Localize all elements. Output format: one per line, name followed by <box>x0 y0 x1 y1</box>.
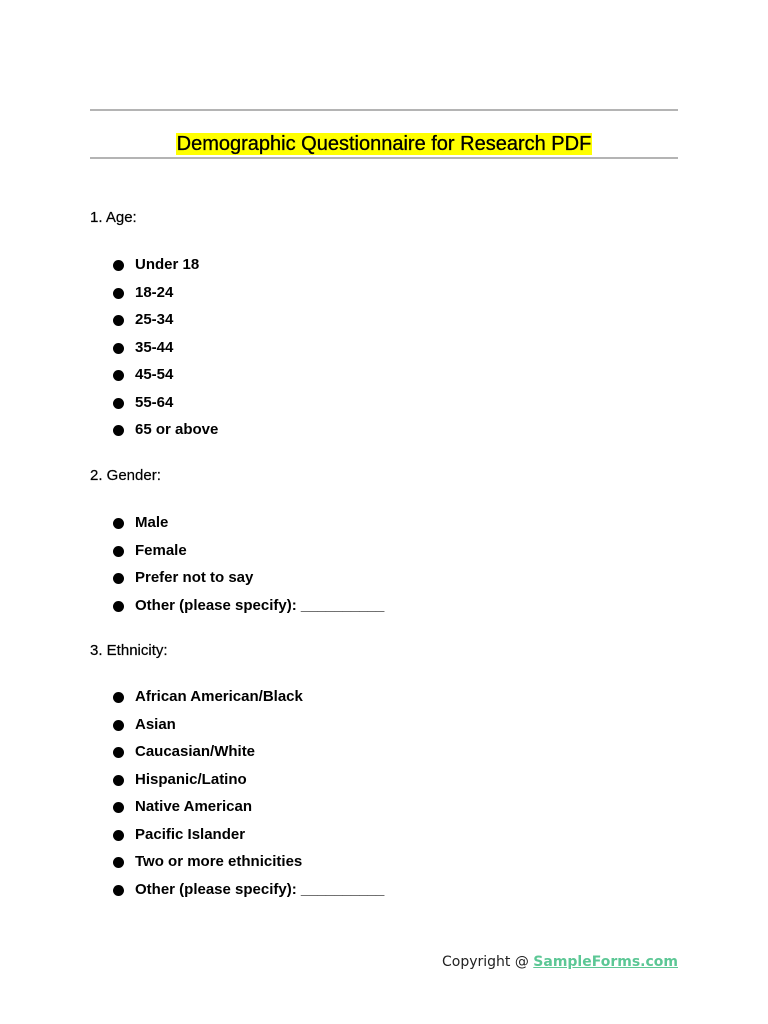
bullet-icon <box>113 343 124 354</box>
option-label: 18-24 <box>135 283 174 301</box>
list-item <box>112 826 384 854</box>
option-label: 65 or above <box>135 421 219 438</box>
bullet-icon <box>113 370 124 381</box>
option-label: Under 18 <box>135 256 200 273</box>
bullet-icon <box>113 260 124 271</box>
header-rule-top <box>90 109 678 111</box>
list-item <box>112 798 384 826</box>
option-label: Two or more ethnicities <box>135 853 303 870</box>
bullet-icon <box>113 692 124 703</box>
list-item <box>112 881 384 909</box>
list-item <box>112 716 384 744</box>
bullet-icon <box>113 425 124 436</box>
list-item <box>112 514 384 542</box>
option-label: Other (please specify): __________ <box>135 596 385 614</box>
list-item <box>112 743 384 771</box>
list-item <box>112 597 384 625</box>
option-label: 25-34 <box>135 311 174 328</box>
option-label: Native American <box>135 798 252 815</box>
bullet-icon <box>113 601 124 612</box>
bullet-icon <box>113 775 124 786</box>
question-ethnicity-label: 3. Ethnicity: <box>90 642 168 659</box>
option-label: 45-54 <box>135 366 174 383</box>
bullet-icon <box>113 857 124 868</box>
question-age-options <box>112 256 218 449</box>
option-label: Other (please specify): __________ <box>135 880 385 898</box>
list-item <box>112 366 218 394</box>
bullet-icon <box>113 518 124 529</box>
question-gender-label: 2. Gender: <box>90 467 161 484</box>
footer-copyright <box>442 953 678 971</box>
option-label: 55-64 <box>135 393 174 411</box>
page-title: Demographic Questionnaire for Research PDF <box>176 133 592 155</box>
question-ethnicity-options <box>112 688 384 908</box>
header-rule-bottom <box>90 157 678 159</box>
list-item <box>112 542 384 570</box>
list-item <box>112 853 384 881</box>
list-item <box>112 339 218 367</box>
question-gender-options <box>112 514 384 624</box>
bullet-icon <box>113 802 124 813</box>
bullet-icon <box>113 315 124 326</box>
bullet-icon <box>113 573 124 584</box>
list-item <box>112 569 384 597</box>
option-label: Male <box>135 514 169 531</box>
list-item <box>112 394 218 422</box>
option-label: Asian <box>135 715 176 733</box>
copyright-text: Copyright @ <box>441 954 534 970</box>
list-item <box>112 771 384 799</box>
title-container <box>90 132 678 156</box>
option-label: 35-44 <box>135 338 174 356</box>
bullet-icon <box>113 720 124 731</box>
bullet-icon <box>113 747 124 758</box>
sampleforms-link[interactable]: SampleForms.com <box>533 954 678 970</box>
list-item <box>112 284 218 312</box>
option-label: Female <box>135 541 187 559</box>
bullet-icon <box>113 546 124 557</box>
option-label: Caucasian/White <box>135 743 256 760</box>
list-item <box>112 688 384 716</box>
list-item <box>112 311 218 339</box>
list-item <box>112 421 218 449</box>
option-label: African American/Black <box>135 688 303 705</box>
list-item <box>112 256 218 284</box>
bullet-icon <box>113 288 124 299</box>
option-label: Hispanic/Latino <box>135 770 247 788</box>
bullet-icon <box>113 830 124 841</box>
option-label: Pacific Islander <box>135 825 246 843</box>
bullet-icon <box>113 398 124 409</box>
question-age-label: 1. Age: <box>90 209 137 226</box>
bullet-icon <box>113 885 124 896</box>
option-label: Prefer not to say <box>135 569 254 586</box>
